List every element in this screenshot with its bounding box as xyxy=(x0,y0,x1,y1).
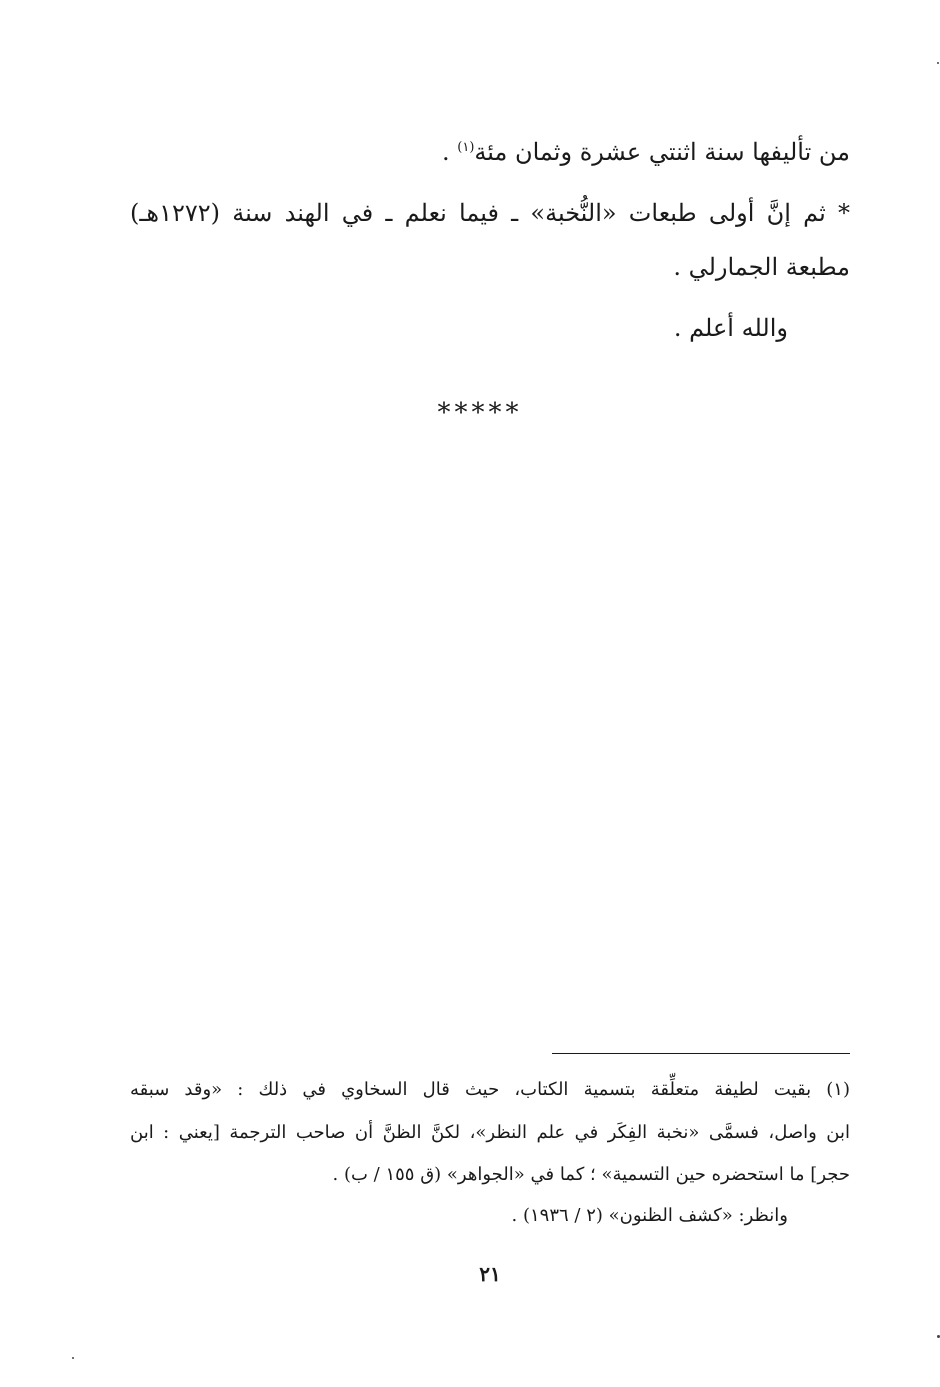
body-line-3: مطبعة الجمارلي . xyxy=(673,253,850,281)
footnote-line-1: (١) بقيت لطيفة متعلِّقة بتسمية الكتاب، حيث قال السخاوي في ذلك : «وقد سبقه xyxy=(130,1079,850,1100)
page-number: ٢١ xyxy=(479,1262,501,1286)
section-separator: ***** xyxy=(437,398,523,428)
scan-speck xyxy=(937,62,939,64)
body-line-1 xyxy=(442,132,850,172)
footnote-line-3: حجر] ما استحضره حين التسمية» ؛ كما في «الجواهر» (ق ١٥٥ / ب) . xyxy=(332,1164,850,1185)
footnote-divider xyxy=(552,1053,850,1054)
footnote-line-2: ابن واصل، فسمَّى «نخبة الفِكَر في علم النظر»، لكنَّ الظنَّ أن صاحب الترجمة [يعني : ابن xyxy=(130,1122,850,1143)
body-line-2: * ثم إنَّ أولى طبعات «النُّخبة» ـ فيما نعلم ـ في الهند سنة (١٢٧٢هـ) xyxy=(130,199,851,227)
body-line-1-text: من تأليفها سنة اثنتي عشرة وثمان مئة xyxy=(474,138,850,166)
body-line-4: والله أعلم . xyxy=(673,314,788,342)
scan-speck xyxy=(72,1357,74,1359)
body-line-1-end: . xyxy=(441,138,450,166)
footnote-reference: (١) xyxy=(457,140,475,155)
footnote-line-4: وانظر: «كشف الظنون» (٢ / ١٩٣٦) . xyxy=(511,1205,788,1226)
